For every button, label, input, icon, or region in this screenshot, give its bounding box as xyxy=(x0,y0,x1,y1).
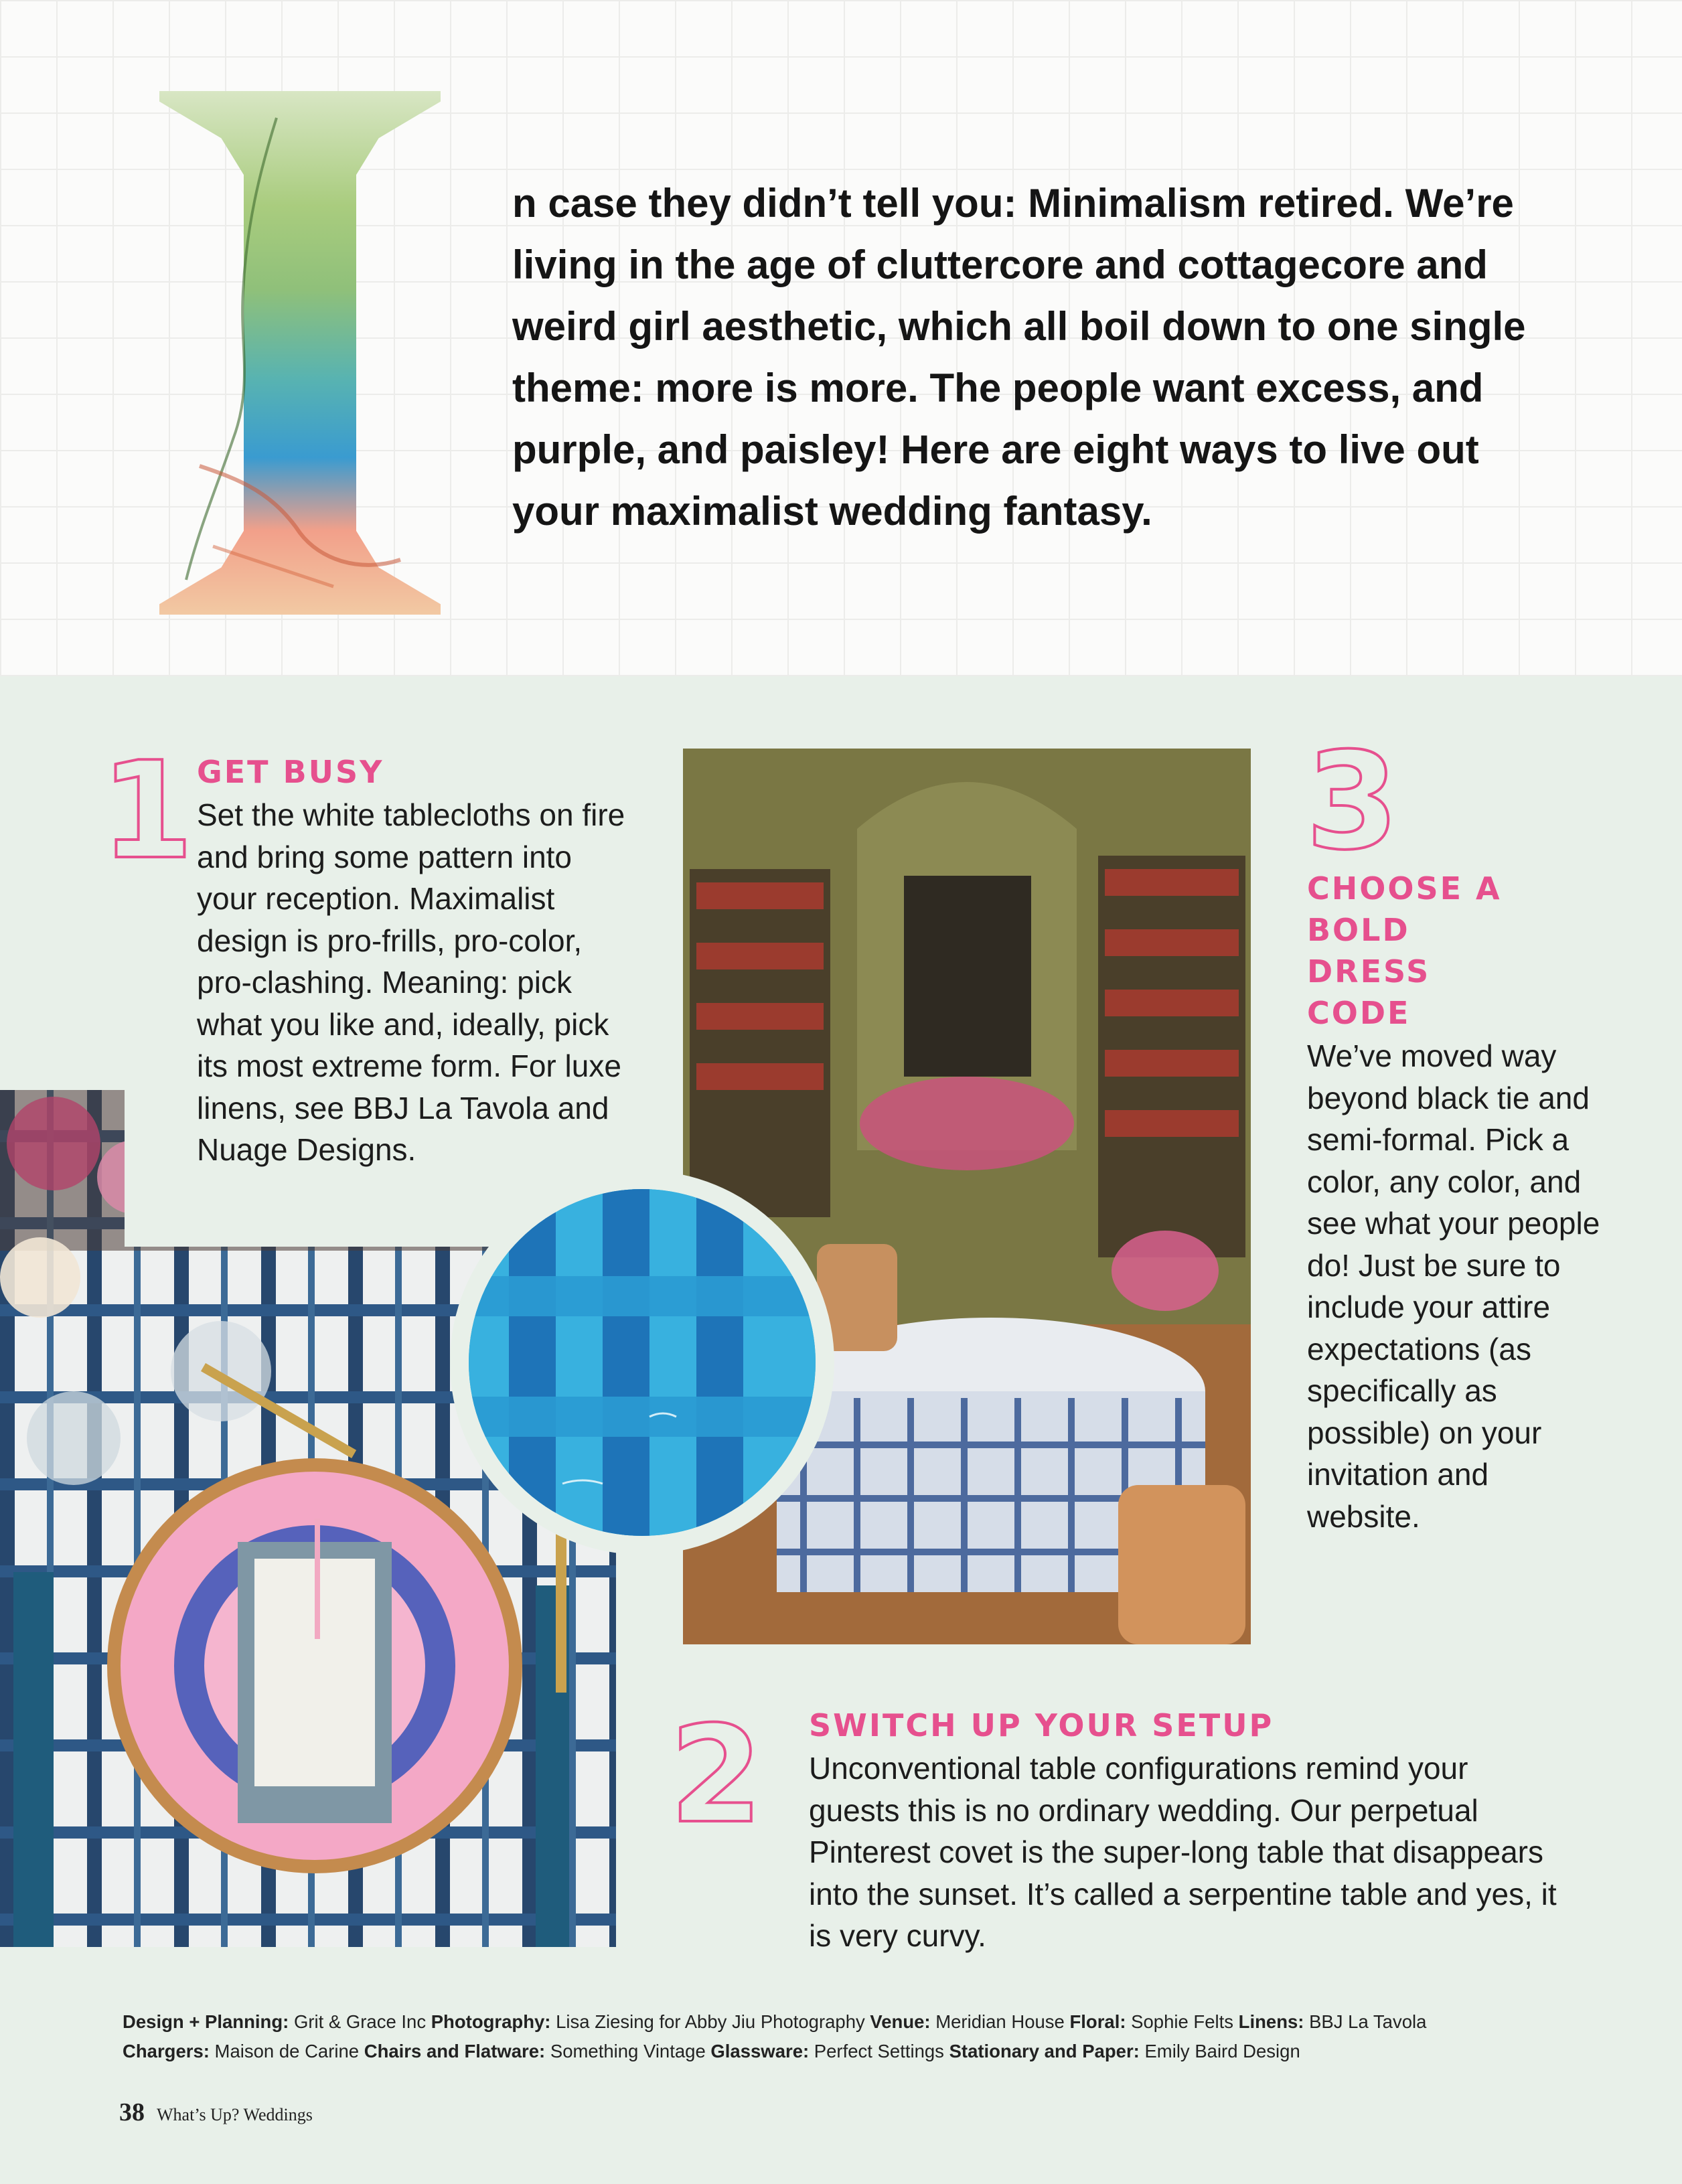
page-footer xyxy=(119,2098,313,2127)
library-reception-photo xyxy=(683,749,1251,1644)
credit-value: Sophie Felts xyxy=(1131,2011,1234,2032)
magazine-name: What’s Up? Weddings xyxy=(157,2105,313,2124)
credit-label: Chargers: xyxy=(123,2041,210,2061)
credit-label: Stationary and Paper: xyxy=(949,2041,1140,2061)
library-illustration xyxy=(683,749,1251,1644)
tip-2-heading: SWITCH UP YOUR SETUP xyxy=(809,1707,1274,1743)
credit-value: Lisa Ziesing for Abby Jiu Photography xyxy=(556,2011,865,2032)
credit-label: Glassware: xyxy=(710,2041,810,2061)
seating-chart-photo-inner xyxy=(469,1189,816,1536)
credit-value: Emily Baird Design xyxy=(1144,2041,1300,2061)
intro-section xyxy=(0,0,1682,676)
tip-3-number: 3 xyxy=(1306,724,1399,880)
credit-value: Maison de Carine xyxy=(214,2041,360,2061)
page-number: 38 xyxy=(119,2098,145,2126)
tip-2-body: Unconventional table configurations remind your guests this is no ordinary wedding. Our perpetual Pinterest covet is the super-long table that disappears into the sunset. It’s called a serpentine table and yes, it is very curvy. xyxy=(809,1751,1557,1953)
credit-label: Floral: xyxy=(1069,2011,1126,2032)
photo-credits xyxy=(123,2007,1582,2066)
credit-label: Design + Planning: xyxy=(123,2011,289,2032)
tip-1-body: Set the white tablecloths on fire and bring some pattern into your reception. Maximalist design is pro-frills, pro-color, pro-clashing. Meaning: pick what you like and, ideally, pick its most extreme form. For luxe linens, see BBJ La Tavola and Nuage Designs. xyxy=(197,797,625,1167)
credits-line-1 xyxy=(123,2007,1582,2037)
tip-3-body: We’ve moved way beyond black tie and semi-formal. Pick a color, any color, and see what your people do! Just be sure to include your attire expectations (as specifically as possible) on your invitation and website. xyxy=(1307,1038,1600,1534)
intro-paragraph: n case they didn’t tell you: Minimalism retired. We’re living in the age of cluttercore and cottagecore and weird girl aesthetic, which all boil down to one single theme: more is more. The people want excess, and purple, and paisley! Here are eight ways to live out your maximalist wedding fantasy. xyxy=(512,181,1526,534)
credit-value: Grit & Grace Inc xyxy=(293,2011,427,2032)
credit-value: Perfect Settings xyxy=(814,2041,944,2061)
credit-value: BBJ La Tavola xyxy=(1309,2011,1427,2032)
credit-label: Photography: xyxy=(431,2011,551,2032)
credit-label: Linens: xyxy=(1238,2011,1304,2032)
tip-2-number: 2 xyxy=(670,1697,763,1853)
credit-label: Venue: xyxy=(870,2011,931,2032)
tip-1-heading: GET BUSY xyxy=(197,754,384,790)
dropcap-vein-decoration xyxy=(159,91,441,615)
credit-value: Meridian House xyxy=(935,2011,1065,2032)
ribbon-weave-illustration xyxy=(469,1189,816,1536)
credit-label: Chairs and Flatware: xyxy=(364,2041,546,2061)
credits-line-2 xyxy=(123,2037,1582,2066)
tip-1-number: 1 xyxy=(100,733,194,889)
credit-value: Something Vintage xyxy=(550,2041,706,2061)
tip-3-heading: CHOOSE A BOLD DRESS CODE xyxy=(1307,870,1502,1031)
